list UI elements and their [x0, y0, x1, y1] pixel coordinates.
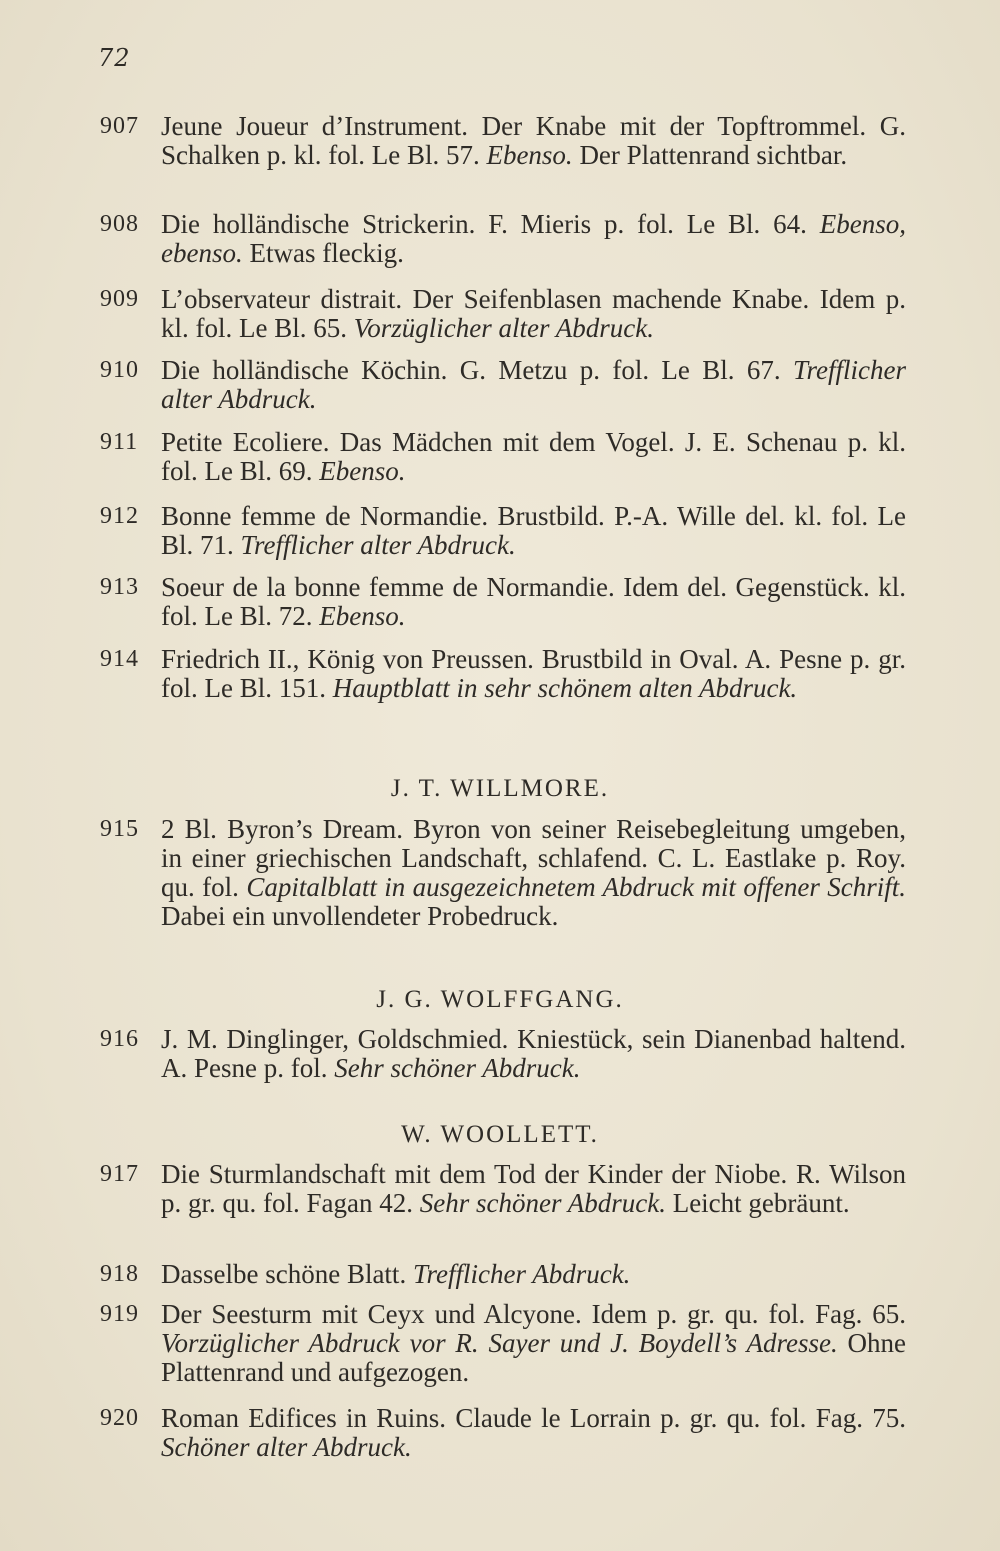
entry-text-run: Ohne Plattenrand und aufgezogen. — [161, 1328, 907, 1387]
entry-remark-italic: Ebenso. — [319, 601, 406, 631]
entry-text-run: Dasselbe schöne Blatt. — [161, 1259, 413, 1289]
entry-text-run: Jeune Joueur d’Instrument. Der Knabe mit der Topftrommel. G. Schalken p. kl. fol. Le Bl. 57. — [161, 111, 906, 170]
entry-text — [161, 1025, 906, 1083]
entry-number: 916 — [100, 1026, 139, 1052]
entry-remark-italic: Trefflicher alter Abdruck. — [161, 355, 906, 414]
entry-remark-italic: Sehr schöner Abdruck. — [334, 1053, 581, 1083]
entry-remark-italic: Vorzüglicher alter Abdruck. — [353, 313, 654, 343]
entry-text-run: J. M. Dinglinger, Goldschmied. Kniestück, sein Dianenbad haltend. A. Pesne p. fol. — [161, 1024, 906, 1083]
entry-number: 908 — [100, 211, 139, 237]
section-heading: J. G. WOLFFGANG. — [376, 986, 624, 1013]
entry-text-run: Roman Edifices in Ruins. Claude le Lorrain p. gr. qu. fol. Fag. 75. — [161, 1403, 906, 1433]
section-heading: J. T. WILLMORE. — [390, 775, 610, 802]
entry-text-run: Soeur de la bonne femme de Normandie. Idem del. Gegenstück. kl. fol. Le Bl. 72. — [161, 572, 906, 631]
entry-text — [161, 1300, 906, 1387]
entry-text — [161, 1260, 906, 1289]
entry-text-run: Der Plattenrand sichtbar. — [572, 140, 848, 170]
entry-text — [161, 356, 906, 414]
entry-text-run: Die Sturmlandschaft mit dem Tod der Kinder der Niobe. R. Wilson p. gr. qu. fol. Fagan 42. — [161, 1159, 906, 1218]
entry-number: 915 — [100, 816, 139, 842]
page-number: 72 — [98, 44, 131, 72]
entry-remark-italic: Trefflicher Abdruck. — [412, 1259, 631, 1289]
entry-text-run: Die holländische Strickerin. F. Mieris p. fol. Le Bl. 64. — [161, 209, 820, 239]
entry-text-run: Friedrich II., König von Preussen. Brustbild in Oval. A. Pesne p. gr. fol. Le Bl. 151. — [161, 644, 906, 703]
entry-remark-italic: Capitalblatt in ausgezeichnetem Abdruck mit offener Schrift. — [246, 872, 906, 902]
entry-text-run: Etwas fleckig. — [242, 238, 404, 268]
entry-text-run: Die holländische Köchin. G. Metzu p. fol. Le Bl. 67. — [161, 355, 793, 385]
entry-text — [161, 112, 906, 170]
entry-remark-italic: Trefflicher alter Abdruck. — [240, 530, 516, 560]
entry-number: 920 — [100, 1405, 139, 1431]
entry-text — [161, 1404, 906, 1462]
entry-text-run: Der Seesturm mit Ceyx und Alcyone. Idem p. gr. qu. fol. Fag. 65. — [161, 1299, 906, 1329]
entry-remark-italic: Ebenso, ebenso. — [161, 209, 906, 268]
entry-text — [161, 502, 906, 560]
entry-text-run: Leicht gebräunt. — [665, 1188, 850, 1218]
entry-number: 919 — [100, 1301, 139, 1327]
entry-text — [161, 1160, 906, 1218]
entry-number: 907 — [100, 113, 139, 139]
entry-remark-italic: Hauptblatt in sehr schönem alten Abdruck. — [332, 673, 798, 703]
entry-remark-italic: Sehr schöner Abdruck. — [419, 1188, 666, 1218]
entry-text — [161, 285, 906, 343]
entry-number: 909 — [100, 286, 139, 312]
entry-text-run: Bonne femme de Normandie. Brustbild. P.-A. Wille del. kl. fol. Le Bl. 71. — [161, 501, 906, 560]
section-heading: W. WOOLLETT. — [401, 1121, 599, 1148]
entry-text — [161, 645, 906, 703]
entry-text-run: 2 Bl. Byron’s Dream. Byron von seiner Reisebegleitung umgeben, in einer griechischen Landschaft, schlafend. C. L. Eastlake p. Roy. qu. fol. — [161, 814, 906, 902]
entry-text-run: Petite Ecoliere. Das Mädchen mit dem Vogel. J. E. Schenau p. kl. fol. Le Bl. 69. — [161, 427, 906, 486]
entry-text-run: L’observateur distrait. Der Seifenblasen machende Knabe. Idem p. kl. fol. Le Bl. 65. — [161, 284, 906, 343]
entry-number: 910 — [100, 357, 139, 383]
entry-number: 911 — [100, 429, 139, 455]
entry-text-run: Dabei ein unvollendeter Probedruck. — [161, 901, 559, 931]
entry-text — [161, 210, 906, 268]
entry-number: 912 — [100, 503, 139, 529]
entry-remark-italic: Vorzüglicher Abdruck vor R. Sayer und J. Boydell’s Adresse. — [161, 1328, 838, 1358]
entry-number: 913 — [100, 574, 139, 600]
entry-text — [161, 573, 906, 631]
entry-number: 914 — [100, 646, 139, 672]
entry-number: 918 — [100, 1261, 139, 1287]
entry-remark-italic: Ebenso. — [486, 140, 573, 170]
entry-number: 917 — [100, 1161, 139, 1187]
entry-remark-italic: Schöner alter Abdruck. — [161, 1432, 412, 1462]
entry-text — [161, 428, 906, 486]
entry-remark-italic: Ebenso. — [319, 456, 406, 486]
entry-text — [161, 815, 906, 931]
